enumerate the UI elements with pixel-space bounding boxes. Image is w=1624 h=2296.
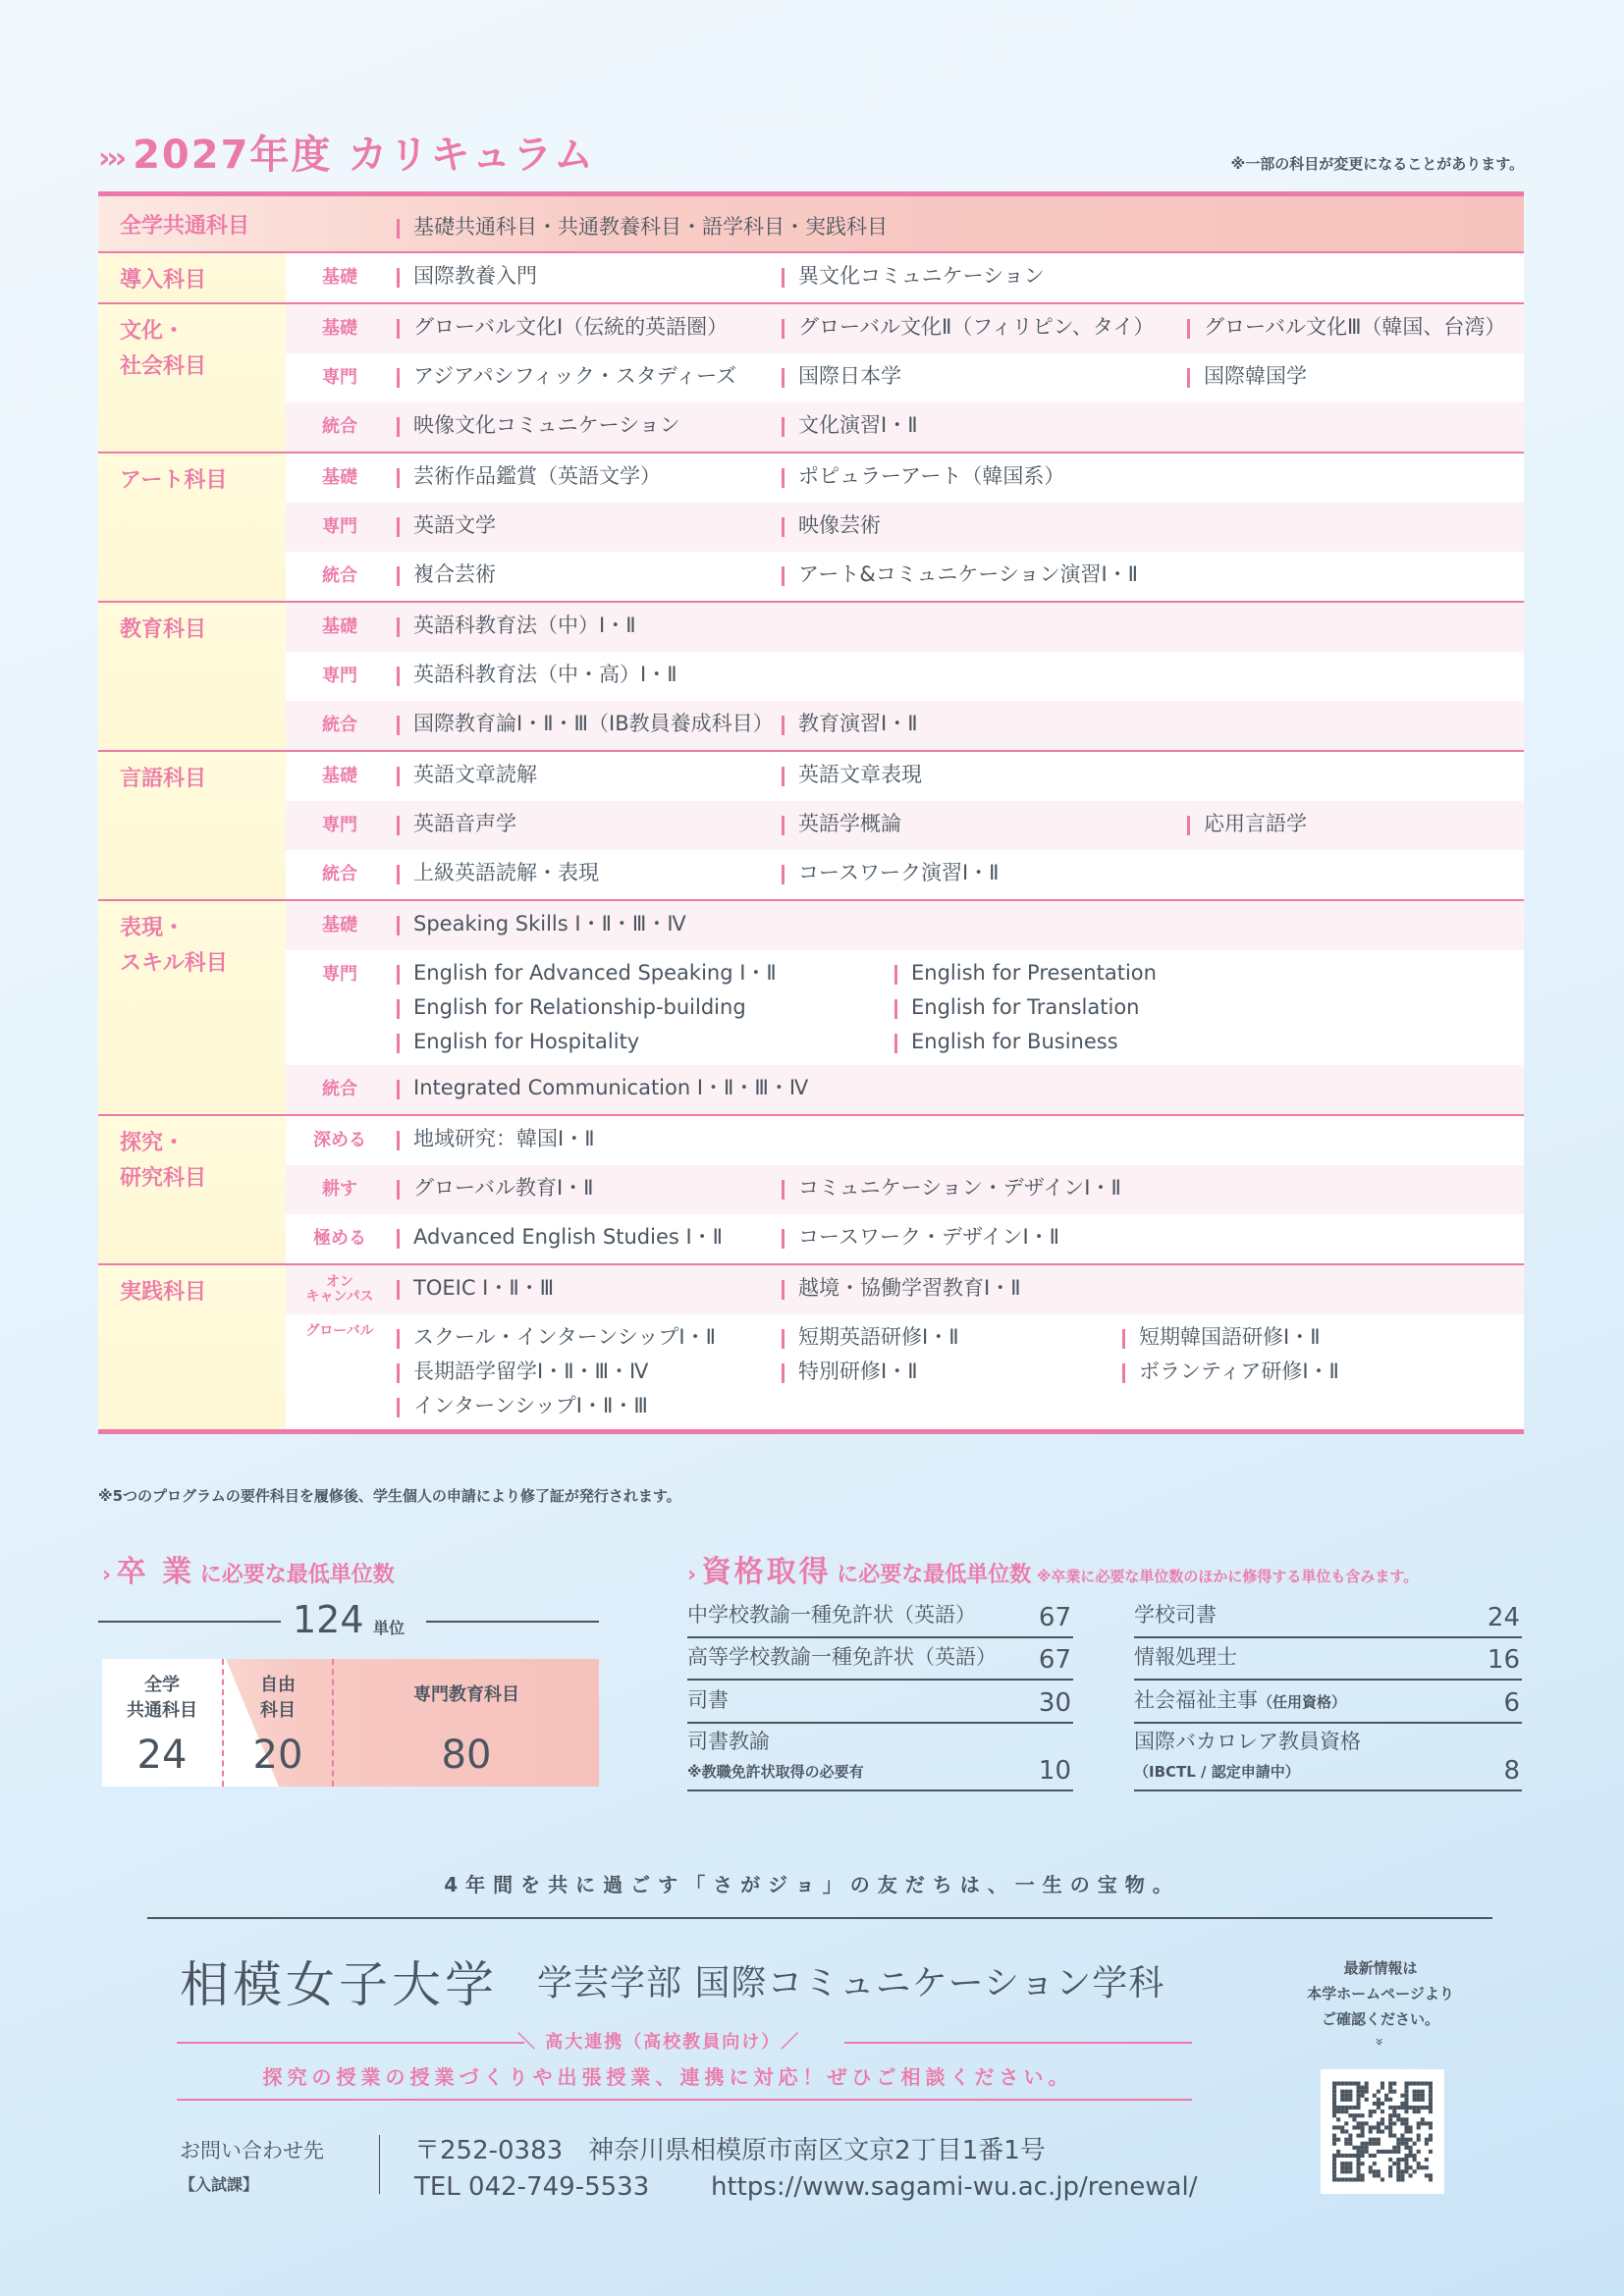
qualification-label: 学校司書 [1134, 1603, 1217, 1627]
chevron-icon: › [102, 1563, 112, 1587]
divider [426, 1621, 599, 1623]
course-column [397, 1165, 593, 1200]
course-row [286, 503, 1524, 552]
qualification-row [1134, 1724, 1522, 1791]
qualification-note: ※教職免許状取得の必要有 [687, 1763, 864, 1781]
course-row [286, 603, 1524, 652]
course-item: 特別研修Ⅰ・Ⅱ [782, 1349, 959, 1383]
course-row [286, 950, 1524, 1065]
course-column [397, 901, 686, 935]
course-item: 教育演習Ⅰ・Ⅱ [782, 701, 918, 735]
qualification-note: （任用資格） [1258, 1693, 1347, 1711]
latest-info-note: 最新情報は 本学ホームページより ご確認ください。 [1307, 1959, 1454, 2028]
qualification-label: 中学校教諭一種免許状（英語） [687, 1603, 976, 1627]
heading-rest: に必要な最低単位数 [837, 1563, 1032, 1587]
course-item: English for Relationship-building [397, 985, 777, 1019]
level-label: 専門 [322, 666, 357, 686]
qualification-name [1134, 1684, 1346, 1714]
category-group [98, 253, 1524, 304]
department-name: 学芸学部 国際コミュニケーション学科 [537, 1963, 1165, 2003]
course-row [286, 253, 1524, 302]
category-rows [286, 752, 1524, 899]
category-label: 表現・ スキル科目 [98, 901, 286, 1114]
course-item: 英語学概論 [782, 801, 901, 835]
category-rows [286, 901, 1524, 1114]
course-row [286, 1314, 1524, 1429]
course-item: ボランティア研修Ⅰ・Ⅱ [1122, 1349, 1339, 1383]
heading-main: 資格取得 [701, 1555, 832, 1589]
category-label: 言語科目 [98, 752, 286, 899]
qualification-label: 司書 [687, 1688, 729, 1712]
total-credits: 124 [293, 1598, 364, 1641]
course-item: TOEIC Ⅰ・Ⅱ・Ⅲ [397, 1265, 554, 1300]
course-column [782, 552, 1138, 586]
course-item: グローバル文化Ⅲ（韓国、台湾） [1187, 304, 1505, 339]
course-item: 国際教養入門 [397, 253, 537, 288]
level-label: グローバル [305, 1323, 374, 1339]
credit-breakdown [102, 1659, 599, 1787]
qualification-row [1134, 1638, 1522, 1681]
breakdown-value: 24 [136, 1733, 188, 1778]
course-column [397, 1116, 595, 1150]
course-column [782, 253, 1045, 288]
level-label: 統合 [322, 565, 357, 586]
course-column [397, 304, 728, 339]
course-item: 短期英語研修Ⅰ・Ⅱ [782, 1314, 959, 1349]
qualification-name [687, 1641, 997, 1671]
course-item: コースワーク演習Ⅰ・Ⅱ [782, 850, 999, 884]
course-column [397, 801, 516, 835]
qualification-credits: 30 [1038, 1688, 1071, 1718]
course-item: 国際教育論Ⅰ・Ⅱ・Ⅲ（IB教員養成科目） [397, 701, 774, 735]
qualification-credits: 24 [1487, 1603, 1520, 1632]
level-label: 基礎 [322, 267, 357, 288]
course-column [397, 454, 661, 488]
heading-rest: に必要な最低単位数 [199, 1563, 395, 1587]
course-row [286, 752, 1524, 801]
level-label: 統合 [322, 416, 357, 437]
category-label: 実践科目 [98, 1265, 286, 1429]
chevron-icon: ››› [98, 141, 124, 176]
course-column [397, 503, 496, 537]
level-label: 耕す [322, 1179, 357, 1200]
change-note: ※一部の科目が変更になることがあります。 [1230, 155, 1524, 173]
qualification-label: 情報処理士 [1134, 1645, 1237, 1669]
qualification-name [1134, 1726, 1361, 1782]
qualification-row [687, 1724, 1073, 1791]
phone-number[interactable]: TEL 042-749-5533 [414, 2172, 650, 2202]
level-label: 深める [313, 1130, 366, 1150]
qualification-name [1134, 1599, 1217, 1629]
website-link[interactable]: https://www.sagami-wu.ac.jp/renewal/ [711, 2172, 1198, 2202]
divider [98, 1621, 281, 1623]
graduation-heading [102, 1547, 395, 1590]
level-label: 専門 [322, 815, 357, 835]
course-item: English for Translation [894, 985, 1157, 1019]
course-item: English for Business [894, 1019, 1157, 1053]
course-row [286, 801, 1524, 850]
level-label: 専門 [322, 516, 357, 537]
course-item: グローバル教育Ⅰ・Ⅱ [397, 1165, 593, 1200]
consultation-message: 探究の授業の授業づくりや出張授業、連携に対応！ぜひご相談ください。 [262, 2065, 1073, 2089]
category-group [98, 454, 1524, 603]
course-item: 英語文章表現 [782, 752, 922, 786]
qualification-credits: 67 [1038, 1645, 1071, 1675]
course-row [286, 652, 1524, 701]
course-item: 映像文化コミュニケーション [397, 402, 680, 437]
level-label: 専門 [322, 367, 357, 388]
course-column [782, 503, 881, 537]
category-rows [286, 304, 1524, 452]
course-column [397, 850, 599, 884]
course-item: English for Presentation [894, 950, 1157, 985]
qualification-credits: 16 [1487, 1645, 1520, 1675]
address: 〒252-0383 神奈川県相模原市南区文京2丁目1番1号 [414, 2136, 1046, 2165]
course-item: 英語文学 [397, 503, 496, 537]
course-row [286, 402, 1524, 452]
contact-label: お問い合わせ先 [180, 2139, 324, 2163]
course-item: English for Advanced Speaking Ⅰ・Ⅱ [397, 950, 777, 985]
qualification-row [1134, 1596, 1522, 1638]
course-item: グローバル文化Ⅰ（伝統的英語圏） [397, 304, 728, 339]
course-column [782, 454, 1064, 488]
course-item: ポピュラーアート（韓国系） [782, 454, 1064, 488]
heading-main: 卒 業 [116, 1555, 195, 1589]
course-item: インターンシップⅠ・Ⅱ・Ⅲ [397, 1383, 716, 1417]
course-column [397, 652, 677, 686]
qualification-row [687, 1596, 1073, 1638]
divider [844, 2042, 1192, 2044]
category-label: 教育科目 [98, 603, 286, 750]
breakdown-label: 全学 共通科目 [127, 1675, 197, 1721]
category-rows [286, 1265, 1524, 1429]
heading-note: ※卒業に必要な単位数のほかに修得する単位も含みます。 [1036, 1568, 1419, 1585]
level-label: 専門 [322, 964, 357, 985]
course-item: Integrated Communication Ⅰ・Ⅱ・Ⅲ・Ⅳ [397, 1065, 808, 1099]
course-column [1122, 1314, 1339, 1383]
course-column [782, 752, 922, 786]
course-column [782, 304, 1155, 339]
course-item: 英語音声学 [397, 801, 516, 835]
category-group [98, 901, 1524, 1116]
level-label: オン キャンパス [305, 1274, 374, 1305]
level-label: 統合 [322, 715, 357, 735]
qualification-name [687, 1599, 976, 1629]
course-column [782, 1214, 1059, 1249]
category-group [98, 752, 1524, 901]
course-row [286, 901, 1524, 950]
course-item: 複合芸術 [397, 552, 496, 586]
course-column [782, 353, 901, 388]
page-title [98, 124, 595, 180]
course-item: 映像芸術 [782, 503, 881, 537]
category-label: 全学共通科目 [120, 213, 250, 239]
course-column [397, 701, 774, 735]
course-item: 文化演習Ⅰ・Ⅱ [782, 402, 918, 437]
course-item: 基礎共通科目・共通教養科目・語学科目・実践科目 [397, 204, 888, 239]
course-item: 短期韓国語研修Ⅰ・Ⅱ [1122, 1314, 1339, 1349]
qr-code[interactable] [1321, 2069, 1444, 2194]
course-column [397, 603, 636, 637]
qualifications-heading [687, 1547, 1418, 1590]
course-column [782, 801, 901, 835]
category-group [98, 1265, 1524, 1429]
qualification-credits: 10 [1038, 1756, 1071, 1786]
course-row [286, 1265, 1524, 1314]
qualification-label: 高等学校教諭一種免許状（英語） [687, 1645, 997, 1669]
course-column [782, 850, 999, 884]
course-column [397, 1265, 554, 1300]
category-label: 導入科目 [98, 253, 286, 302]
qualification-credits: 8 [1503, 1756, 1520, 1786]
category-rows [286, 253, 1524, 302]
course-column [1187, 353, 1307, 388]
course-column [397, 1214, 723, 1249]
chevron-icon: › [687, 1563, 697, 1587]
course-item: 英語科教育法（中）Ⅰ・Ⅱ [397, 603, 636, 637]
qualification-row [1134, 1682, 1522, 1724]
course-column [1187, 801, 1307, 835]
course-column [397, 552, 496, 586]
breakdown-label: 自由 科目 [260, 1675, 296, 1721]
level-label: 統合 [322, 864, 357, 884]
qualification-name [687, 1726, 864, 1782]
curriculum-table [98, 191, 1524, 1434]
graduation-total [98, 1598, 599, 1643]
title-text: 2027年度 カリキュラム [133, 133, 595, 178]
unit-label: 単位 [373, 1619, 406, 1637]
category-group [98, 603, 1524, 752]
divider [177, 2099, 1192, 2101]
course-row [286, 1116, 1524, 1165]
qualification-credits: 67 [1038, 1603, 1071, 1632]
category-label: 文化・ 社会科目 [98, 304, 286, 452]
course-item: 異文化コミュニケーション [782, 253, 1045, 288]
course-row [286, 1165, 1524, 1214]
contact-department: 【入試課】 [180, 2175, 259, 2194]
course-item: 長期語学留学Ⅰ・Ⅱ・Ⅲ・Ⅳ [397, 1349, 716, 1383]
chevron-down-icon: » [1371, 2037, 1387, 2047]
course-item: コースワーク・デザインⅠ・Ⅱ [782, 1214, 1059, 1249]
category-group [98, 1116, 1524, 1265]
level-label: 基礎 [322, 766, 357, 786]
course-row [286, 552, 1524, 601]
university-name: 相模女子大学 [180, 1956, 498, 2013]
course-row [286, 850, 1524, 899]
qualification-credits: 6 [1503, 1688, 1520, 1718]
course-column [782, 402, 918, 437]
qualification-name [1134, 1641, 1237, 1671]
course-row [286, 1214, 1524, 1263]
course-item: Advanced English Studies Ⅰ・Ⅱ [397, 1214, 723, 1249]
qualification-row [687, 1682, 1073, 1724]
course-column [397, 752, 537, 786]
level-label: 統合 [322, 1079, 357, 1099]
course-row [286, 304, 1524, 353]
category-rows [286, 1116, 1524, 1263]
breakdown-free [224, 1673, 332, 1779]
level-label: 極める [313, 1228, 366, 1249]
high-school-partnership-label: ＼ 高大連携（高校教員向け）／ [517, 2032, 801, 2053]
breakdown-common [102, 1673, 222, 1779]
category-rows [286, 454, 1524, 601]
course-item: 芸術作品鑑賞（英語文学） [397, 454, 661, 488]
course-column [397, 1065, 808, 1099]
course-item: English for Hospitality [397, 1019, 777, 1053]
divider [177, 2042, 524, 2044]
course-item: 地域研究：韓国Ⅰ・Ⅱ [397, 1116, 595, 1150]
program-footnote: ※5つのプログラムの要件科目を履修後、学生個人の申請により修了証が発行されます。 [98, 1487, 681, 1505]
breakdown-major [334, 1682, 599, 1779]
course-item: 応用言語学 [1187, 801, 1307, 835]
course-column [782, 701, 918, 735]
course-item: Speaking Skills Ⅰ・Ⅱ・Ⅲ・Ⅳ [397, 901, 686, 935]
course-item: 国際韓国学 [1187, 353, 1307, 388]
course-row [286, 454, 1524, 503]
qualification-label: 社会福祉主事 [1134, 1688, 1258, 1712]
breakdown-label: 専門教育科目 [413, 1684, 519, 1705]
breakdown-value: 20 [252, 1733, 303, 1778]
level-label: 基礎 [322, 616, 357, 637]
course-column [397, 402, 680, 437]
common-subjects-row [98, 196, 1524, 253]
qualification-name [687, 1684, 729, 1714]
course-item: アート&コミュニケーション演習Ⅰ・Ⅱ [782, 552, 1138, 586]
qualification-label: 国際バカロレア教員資格 [1134, 1730, 1361, 1753]
qualification-row [687, 1638, 1073, 1681]
slogan: 4年間を共に過ごす「さがジョ」の友だちは、一生の宝物。 [444, 1873, 1180, 1896]
category-label: 探究・ 研究科目 [98, 1116, 286, 1263]
course-item: 越境・協働学習教育Ⅰ・Ⅱ [782, 1265, 1021, 1300]
course-item: 国際日本学 [782, 353, 901, 388]
course-item: グローバル文化Ⅱ（フィリピン、タイ） [782, 304, 1155, 339]
category-label: アート科目 [98, 454, 286, 601]
level-label: 基礎 [322, 318, 357, 339]
course-item: 英語文章読解 [397, 752, 537, 786]
course-row [286, 701, 1524, 750]
course-row [286, 1065, 1524, 1114]
qualification-note: （IBCTL / 認定申請中） [1134, 1763, 1300, 1781]
course-column [782, 1165, 1121, 1200]
course-column [397, 950, 777, 1053]
course-column [782, 1265, 1021, 1300]
course-column [1187, 304, 1505, 339]
category-rows [286, 603, 1524, 750]
level-label: 基礎 [322, 915, 357, 935]
course-item: アジアパシフィック・スタディーズ [397, 353, 736, 388]
level-label: 基礎 [322, 467, 357, 488]
category-group [98, 304, 1524, 454]
divider [147, 1917, 1492, 1919]
course-row [286, 353, 1524, 402]
course-item: 英語科教育法（中・高）Ⅰ・Ⅱ [397, 652, 677, 686]
qualification-label: 司書教諭 [687, 1730, 770, 1753]
breakdown-value: 80 [441, 1733, 492, 1778]
course-item: コミュニケーション・デザインⅠ・Ⅱ [782, 1165, 1121, 1200]
course-column [894, 950, 1157, 1053]
course-item: スクール・インターンシップⅠ・Ⅱ [397, 1314, 716, 1349]
course-column [397, 253, 537, 288]
course-item: 上級英語読解・表現 [397, 850, 599, 884]
course-column [397, 353, 736, 388]
divider [379, 2135, 380, 2194]
course-column [782, 1314, 959, 1383]
course-column [397, 1314, 716, 1417]
